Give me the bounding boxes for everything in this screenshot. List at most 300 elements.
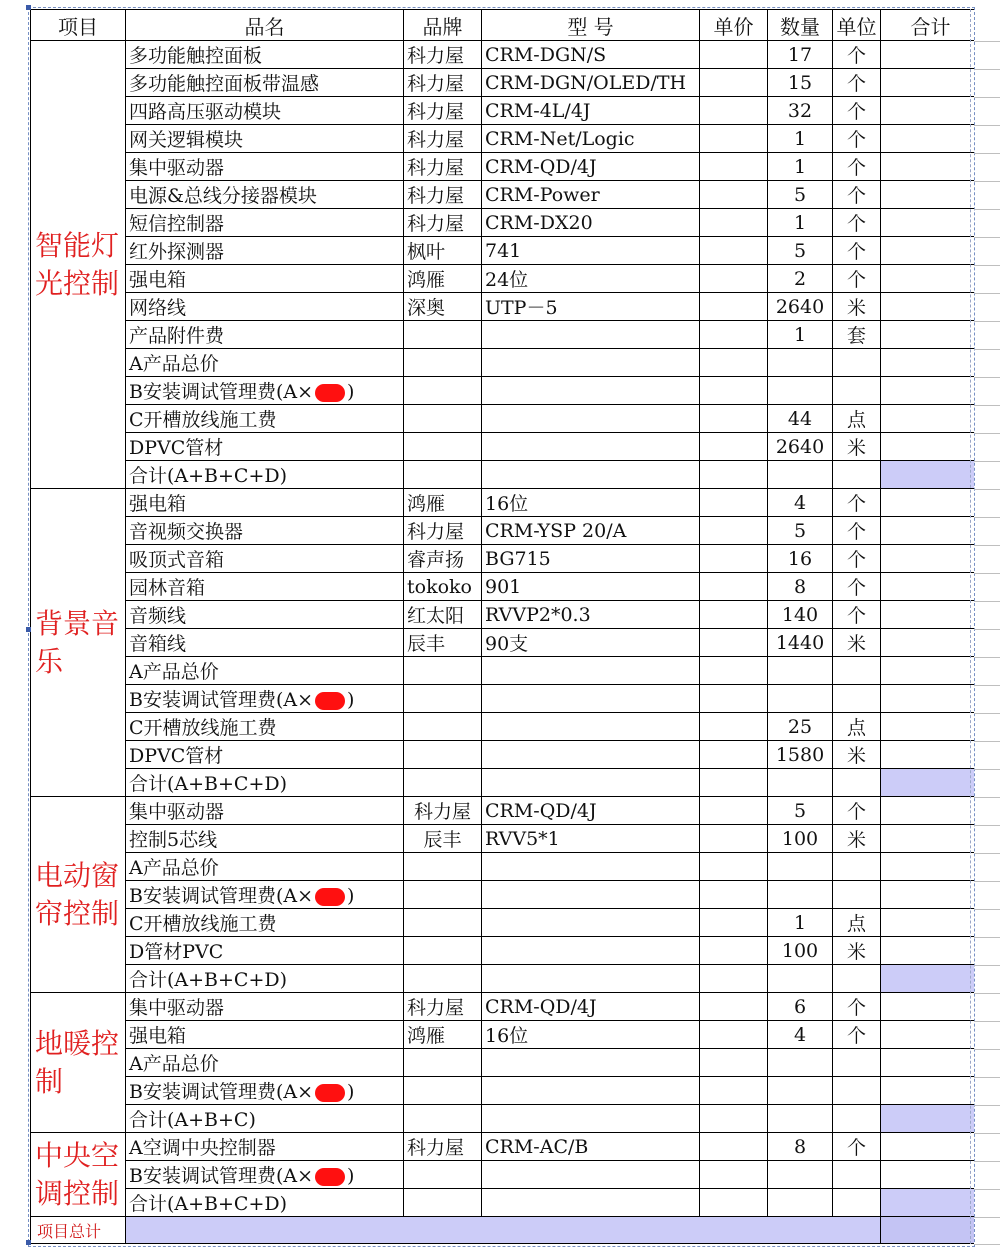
header-project[interactable]: 项目 xyxy=(31,10,126,41)
quantity-cell[interactable] xyxy=(768,461,833,489)
quantity-cell[interactable]: 5 xyxy=(768,237,833,265)
unit-price-cell[interactable] xyxy=(700,937,768,965)
model-cell[interactable] xyxy=(482,1049,700,1077)
model-cell[interactable] xyxy=(482,377,700,405)
item-name-cell[interactable] xyxy=(126,965,404,993)
item-name-cell[interactable] xyxy=(126,741,404,769)
unit-cell[interactable]: 米 xyxy=(833,629,881,657)
brand-cell[interactable] xyxy=(404,1161,482,1189)
unit-price-cell[interactable] xyxy=(700,741,768,769)
item-name-cell[interactable] xyxy=(126,517,404,545)
quantity-cell[interactable]: 17 xyxy=(768,41,833,69)
total-cell[interactable] xyxy=(881,881,981,909)
brand-cell[interactable] xyxy=(404,1189,482,1217)
unit-cell[interactable]: 个 xyxy=(833,181,881,209)
unit-cell[interactable]: 点 xyxy=(833,405,881,433)
total-cell[interactable] xyxy=(881,1161,981,1189)
unit-cell[interactable]: 个 xyxy=(833,489,881,517)
model-cell[interactable]: BG715 xyxy=(482,545,700,573)
brand-cell[interactable]: 科力屋 xyxy=(404,797,482,825)
unit-price-cell[interactable] xyxy=(700,1077,768,1105)
unit-cell[interactable]: 米 xyxy=(833,937,881,965)
total-cell[interactable] xyxy=(881,1049,981,1077)
unit-cell[interactable]: 个 xyxy=(833,125,881,153)
model-cell[interactable]: CRM-YSP 20/A xyxy=(482,517,700,545)
group-label[interactable]: 背景音乐 xyxy=(31,489,126,797)
item-name-cell[interactable] xyxy=(126,937,404,965)
quantity-cell[interactable]: 4 xyxy=(768,1021,833,1049)
total-cell[interactable] xyxy=(881,573,981,601)
item-name-cell[interactable] xyxy=(126,1133,404,1161)
model-cell[interactable] xyxy=(482,1189,700,1217)
quantity-cell[interactable]: 32 xyxy=(768,97,833,125)
model-cell[interactable] xyxy=(482,405,700,433)
total-cell[interactable] xyxy=(881,937,981,965)
group-label[interactable]: 地暖控制 xyxy=(31,993,126,1133)
unit-cell[interactable]: 个 xyxy=(833,545,881,573)
quantity-cell[interactable]: 1 xyxy=(768,209,833,237)
selection-handle[interactable] xyxy=(26,1240,31,1245)
model-cell[interactable] xyxy=(482,1105,700,1133)
brand-cell[interactable] xyxy=(404,965,482,993)
model-cell[interactable]: RVVP2*0.3 xyxy=(482,601,700,629)
quantity-cell[interactable] xyxy=(768,1161,833,1189)
quantity-cell[interactable]: 140 xyxy=(768,601,833,629)
total-cell[interactable] xyxy=(881,181,981,209)
model-cell[interactable] xyxy=(482,1161,700,1189)
total-cell[interactable] xyxy=(881,41,981,69)
model-cell[interactable] xyxy=(482,657,700,685)
grand-total-value[interactable] xyxy=(881,1217,981,1244)
unit-cell[interactable]: 个 xyxy=(833,993,881,1021)
unit-price-cell[interactable] xyxy=(700,629,768,657)
brand-cell[interactable]: 科力屋 xyxy=(404,517,482,545)
unit-cell[interactable] xyxy=(833,349,881,377)
model-cell[interactable]: CRM-DGN/S xyxy=(482,41,700,69)
quantity-cell[interactable] xyxy=(768,349,833,377)
brand-cell[interactable]: 科力屋 xyxy=(404,153,482,181)
unit-price-cell[interactable] xyxy=(700,125,768,153)
quantity-cell[interactable]: 15 xyxy=(768,69,833,97)
quantity-cell[interactable]: 2640 xyxy=(768,293,833,321)
brand-cell[interactable]: 科力屋 xyxy=(404,209,482,237)
model-cell[interactable]: CRM-DX20 xyxy=(482,209,700,237)
item-name-cell[interactable] xyxy=(126,237,404,265)
model-cell[interactable]: CRM-4L/4J xyxy=(482,97,700,125)
model-cell[interactable]: 16位 xyxy=(482,1021,700,1049)
unit-cell[interactable] xyxy=(833,657,881,685)
total-cell[interactable] xyxy=(881,797,981,825)
quantity-cell[interactable] xyxy=(768,881,833,909)
unit-price-cell[interactable] xyxy=(700,265,768,293)
selection-handle[interactable] xyxy=(26,627,31,632)
unit-price-cell[interactable] xyxy=(700,965,768,993)
model-cell[interactable] xyxy=(482,321,700,349)
unit-cell[interactable]: 点 xyxy=(833,713,881,741)
brand-cell[interactable]: 鸿雁 xyxy=(404,489,482,517)
total-cell[interactable] xyxy=(881,433,981,461)
total-cell[interactable] xyxy=(881,125,981,153)
item-name-cell[interactable] xyxy=(126,265,404,293)
group-label[interactable]: 智能灯光控制 xyxy=(31,41,126,489)
brand-cell[interactable] xyxy=(404,1077,482,1105)
quantity-cell[interactable]: 1440 xyxy=(768,629,833,657)
unit-cell[interactable]: 个 xyxy=(833,1021,881,1049)
unit-cell[interactable] xyxy=(833,461,881,489)
brand-cell[interactable] xyxy=(404,741,482,769)
unit-cell[interactable] xyxy=(833,1049,881,1077)
model-cell[interactable] xyxy=(482,741,700,769)
total-cell[interactable] xyxy=(881,97,981,125)
brand-cell[interactable]: 辰丰 xyxy=(404,825,482,853)
item-name-cell[interactable] xyxy=(126,825,404,853)
unit-price-cell[interactable] xyxy=(700,797,768,825)
brand-cell[interactable]: 科力屋 xyxy=(404,1133,482,1161)
item-name-cell[interactable] xyxy=(126,489,404,517)
unit-price-cell[interactable] xyxy=(700,377,768,405)
item-name-cell[interactable] xyxy=(126,405,404,433)
unit-cell[interactable] xyxy=(833,685,881,713)
total-cell[interactable] xyxy=(881,993,981,1021)
total-cell[interactable] xyxy=(881,153,981,181)
total-cell[interactable] xyxy=(881,517,981,545)
brand-cell[interactable]: 鸿雁 xyxy=(404,265,482,293)
brand-cell[interactable] xyxy=(404,461,482,489)
header-model[interactable]: 型 号 xyxy=(482,10,700,41)
item-name-cell[interactable] xyxy=(126,433,404,461)
unit-price-cell[interactable] xyxy=(700,1189,768,1217)
model-cell[interactable] xyxy=(482,461,700,489)
model-cell[interactable] xyxy=(482,853,700,881)
unit-price-cell[interactable] xyxy=(700,349,768,377)
unit-cell[interactable] xyxy=(833,1189,881,1217)
header-brand[interactable]: 品牌 xyxy=(404,10,482,41)
model-cell[interactable]: CRM-QD/4J xyxy=(482,993,700,1021)
item-name-cell[interactable] xyxy=(126,209,404,237)
total-cell[interactable] xyxy=(881,321,981,349)
item-name-cell[interactable] xyxy=(126,69,404,97)
unit-price-cell[interactable] xyxy=(700,853,768,881)
brand-cell[interactable]: 红太阳 xyxy=(404,601,482,629)
model-cell[interactable] xyxy=(482,769,700,797)
quantity-cell[interactable] xyxy=(768,853,833,881)
quantity-cell[interactable]: 5 xyxy=(768,181,833,209)
quantity-cell[interactable]: 1 xyxy=(768,125,833,153)
brand-cell[interactable] xyxy=(404,377,482,405)
brand-cell[interactable]: 枫叶 xyxy=(404,237,482,265)
model-cell[interactable]: 24位 xyxy=(482,265,700,293)
model-cell[interactable]: CRM-DGN/OLED/TH xyxy=(482,69,700,97)
model-cell[interactable] xyxy=(482,349,700,377)
total-cell[interactable] xyxy=(881,657,981,685)
model-cell[interactable]: CRM-Net/Logic xyxy=(482,125,700,153)
quantity-cell[interactable]: 1 xyxy=(768,153,833,181)
header-total[interactable]: 合计 xyxy=(881,10,981,41)
total-cell[interactable] xyxy=(881,741,981,769)
quantity-cell[interactable]: 25 xyxy=(768,713,833,741)
item-name-cell[interactable] xyxy=(126,1189,404,1217)
model-cell[interactable]: CRM-AC/B xyxy=(482,1133,700,1161)
quantity-cell[interactable]: 1 xyxy=(768,909,833,937)
item-name-cell[interactable] xyxy=(126,545,404,573)
item-name-cell[interactable] xyxy=(126,41,404,69)
brand-cell[interactable] xyxy=(404,657,482,685)
brand-cell[interactable]: 辰丰 xyxy=(404,629,482,657)
unit-cell[interactable]: 个 xyxy=(833,209,881,237)
total-cell[interactable] xyxy=(881,601,981,629)
total-cell[interactable] xyxy=(881,69,981,97)
unit-cell[interactable]: 个 xyxy=(833,69,881,97)
total-cell[interactable] xyxy=(881,825,981,853)
total-cell[interactable] xyxy=(881,461,981,489)
total-cell[interactable] xyxy=(881,965,981,993)
total-cell[interactable] xyxy=(881,629,981,657)
brand-cell[interactable] xyxy=(404,881,482,909)
model-cell[interactable] xyxy=(482,433,700,461)
model-cell[interactable] xyxy=(482,685,700,713)
unit-cell[interactable] xyxy=(833,965,881,993)
item-name-cell[interactable] xyxy=(126,881,404,909)
unit-cell[interactable]: 个 xyxy=(833,237,881,265)
unit-price-cell[interactable] xyxy=(700,685,768,713)
total-cell[interactable] xyxy=(881,1021,981,1049)
brand-cell[interactable]: 科力屋 xyxy=(404,97,482,125)
brand-cell[interactable] xyxy=(404,937,482,965)
quantity-cell[interactable] xyxy=(768,1105,833,1133)
total-cell[interactable] xyxy=(881,377,981,405)
unit-price-cell[interactable] xyxy=(700,1105,768,1133)
unit-price-cell[interactable] xyxy=(700,881,768,909)
item-name-cell[interactable] xyxy=(126,293,404,321)
unit-cell[interactable]: 米 xyxy=(833,741,881,769)
model-cell[interactable]: CRM-QD/4J xyxy=(482,153,700,181)
item-name-cell[interactable] xyxy=(126,769,404,797)
item-name-cell[interactable] xyxy=(126,601,404,629)
model-cell[interactable]: 90支 xyxy=(482,629,700,657)
item-name-cell[interactable] xyxy=(126,1161,404,1189)
model-cell[interactable]: UTP－5 xyxy=(482,293,700,321)
group-label[interactable]: 电动窗帘控制 xyxy=(31,797,126,993)
item-name-cell[interactable] xyxy=(126,573,404,601)
unit-cell[interactable]: 个 xyxy=(833,153,881,181)
unit-price-cell[interactable] xyxy=(700,433,768,461)
model-cell[interactable] xyxy=(482,937,700,965)
header-unit-price[interactable]: 单价 xyxy=(700,10,768,41)
brand-cell[interactable] xyxy=(404,685,482,713)
grand-total-fill[interactable] xyxy=(126,1217,881,1244)
total-cell[interactable] xyxy=(881,237,981,265)
unit-price-cell[interactable] xyxy=(700,181,768,209)
quantity-cell[interactable]: 8 xyxy=(768,573,833,601)
unit-price-cell[interactable] xyxy=(700,461,768,489)
unit-price-cell[interactable] xyxy=(700,545,768,573)
item-name-cell[interactable] xyxy=(126,685,404,713)
item-name-cell[interactable] xyxy=(126,713,404,741)
item-name-cell[interactable] xyxy=(126,797,404,825)
brand-cell[interactable] xyxy=(404,1049,482,1077)
total-cell[interactable] xyxy=(881,1077,981,1105)
unit-price-cell[interactable] xyxy=(700,321,768,349)
quantity-cell[interactable] xyxy=(768,1049,833,1077)
unit-price-cell[interactable] xyxy=(700,573,768,601)
item-name-cell[interactable] xyxy=(126,657,404,685)
item-name-cell[interactable] xyxy=(126,377,404,405)
grand-total-label[interactable]: 项目总计 xyxy=(31,1217,126,1244)
total-cell[interactable] xyxy=(881,293,981,321)
item-name-cell[interactable] xyxy=(126,629,404,657)
model-cell[interactable]: RVV5*1 xyxy=(482,825,700,853)
unit-price-cell[interactable] xyxy=(700,153,768,181)
quantity-cell[interactable] xyxy=(768,685,833,713)
unit-price-cell[interactable] xyxy=(700,489,768,517)
quantity-cell[interactable] xyxy=(768,657,833,685)
brand-cell[interactable]: 科力屋 xyxy=(404,125,482,153)
brand-cell[interactable]: 科力屋 xyxy=(404,993,482,1021)
item-name-cell[interactable] xyxy=(126,853,404,881)
brand-cell[interactable] xyxy=(404,909,482,937)
quantity-cell[interactable] xyxy=(768,965,833,993)
total-cell[interactable] xyxy=(881,545,981,573)
unit-cell[interactable]: 点 xyxy=(833,909,881,937)
header-unit[interactable]: 单位 xyxy=(833,10,881,41)
unit-price-cell[interactable] xyxy=(700,1161,768,1189)
item-name-cell[interactable] xyxy=(126,181,404,209)
unit-cell[interactable]: 米 xyxy=(833,825,881,853)
total-cell[interactable] xyxy=(881,489,981,517)
brand-cell[interactable]: 鸿雁 xyxy=(404,1021,482,1049)
unit-price-cell[interactable] xyxy=(700,69,768,97)
unit-cell[interactable] xyxy=(833,1077,881,1105)
total-cell[interactable] xyxy=(881,1189,981,1217)
total-cell[interactable] xyxy=(881,1105,981,1133)
unit-price-cell[interactable] xyxy=(700,41,768,69)
quantity-cell[interactable]: 8 xyxy=(768,1133,833,1161)
unit-cell[interactable] xyxy=(833,853,881,881)
brand-cell[interactable] xyxy=(404,769,482,797)
unit-price-cell[interactable] xyxy=(700,825,768,853)
unit-cell[interactable]: 个 xyxy=(833,517,881,545)
unit-price-cell[interactable] xyxy=(700,293,768,321)
unit-price-cell[interactable] xyxy=(700,601,768,629)
brand-cell[interactable]: 科力屋 xyxy=(404,181,482,209)
unit-price-cell[interactable] xyxy=(700,769,768,797)
header-quantity[interactable]: 数量 xyxy=(768,10,833,41)
item-name-cell[interactable] xyxy=(126,153,404,181)
unit-cell[interactable] xyxy=(833,881,881,909)
quantity-cell[interactable]: 44 xyxy=(768,405,833,433)
total-cell[interactable] xyxy=(881,769,981,797)
item-name-cell[interactable] xyxy=(126,993,404,1021)
brand-cell[interactable]: tokoko xyxy=(404,573,482,601)
quantity-cell[interactable]: 2 xyxy=(768,265,833,293)
unit-price-cell[interactable] xyxy=(700,657,768,685)
quantity-cell[interactable]: 6 xyxy=(768,993,833,1021)
brand-cell[interactable] xyxy=(404,349,482,377)
brand-cell[interactable]: 深奥 xyxy=(404,293,482,321)
unit-cell[interactable]: 个 xyxy=(833,265,881,293)
unit-price-cell[interactable] xyxy=(700,405,768,433)
unit-cell[interactable]: 个 xyxy=(833,41,881,69)
unit-price-cell[interactable] xyxy=(700,1133,768,1161)
unit-cell[interactable]: 个 xyxy=(833,1133,881,1161)
total-cell[interactable] xyxy=(881,349,981,377)
quantity-cell[interactable]: 5 xyxy=(768,517,833,545)
item-name-cell[interactable] xyxy=(126,909,404,937)
model-cell[interactable]: 741 xyxy=(482,237,700,265)
quantity-cell[interactable] xyxy=(768,1189,833,1217)
brand-cell[interactable] xyxy=(404,433,482,461)
total-cell[interactable] xyxy=(881,909,981,937)
unit-price-cell[interactable] xyxy=(700,713,768,741)
model-cell[interactable] xyxy=(482,881,700,909)
quantity-cell[interactable] xyxy=(768,377,833,405)
group-label[interactable]: 中央空调控制 xyxy=(31,1133,126,1217)
model-cell[interactable] xyxy=(482,909,700,937)
unit-price-cell[interactable] xyxy=(700,909,768,937)
item-name-cell[interactable] xyxy=(126,1021,404,1049)
unit-price-cell[interactable] xyxy=(700,97,768,125)
total-cell[interactable] xyxy=(881,209,981,237)
unit-cell[interactable]: 个 xyxy=(833,573,881,601)
brand-cell[interactable]: 睿声扬 xyxy=(404,545,482,573)
total-cell[interactable] xyxy=(881,853,981,881)
brand-cell[interactable]: 科力屋 xyxy=(404,69,482,97)
unit-cell[interactable]: 米 xyxy=(833,433,881,461)
quantity-cell[interactable]: 1 xyxy=(768,321,833,349)
model-cell[interactable] xyxy=(482,1077,700,1105)
unit-cell[interactable] xyxy=(833,377,881,405)
brand-cell[interactable] xyxy=(404,713,482,741)
total-cell[interactable] xyxy=(881,1133,981,1161)
unit-price-cell[interactable] xyxy=(700,1021,768,1049)
unit-cell[interactable]: 米 xyxy=(833,293,881,321)
quantity-cell[interactable]: 5 xyxy=(768,797,833,825)
item-name-cell[interactable] xyxy=(126,1049,404,1077)
total-cell[interactable] xyxy=(881,713,981,741)
unit-price-cell[interactable] xyxy=(700,1049,768,1077)
item-name-cell[interactable] xyxy=(126,321,404,349)
model-cell[interactable] xyxy=(482,965,700,993)
quantity-cell[interactable]: 100 xyxy=(768,937,833,965)
brand-cell[interactable] xyxy=(404,321,482,349)
quantity-cell[interactable]: 1580 xyxy=(768,741,833,769)
unit-price-cell[interactable] xyxy=(700,209,768,237)
quantity-cell[interactable]: 100 xyxy=(768,825,833,853)
item-name-cell[interactable] xyxy=(126,1077,404,1105)
brand-cell[interactable] xyxy=(404,1105,482,1133)
item-name-cell[interactable] xyxy=(126,461,404,489)
quantity-cell[interactable] xyxy=(768,1077,833,1105)
model-cell[interactable] xyxy=(482,713,700,741)
unit-price-cell[interactable] xyxy=(700,237,768,265)
unit-cell[interactable]: 个 xyxy=(833,97,881,125)
selection-handle[interactable] xyxy=(26,5,31,10)
unit-cell[interactable]: 套 xyxy=(833,321,881,349)
total-cell[interactable] xyxy=(881,405,981,433)
brand-cell[interactable] xyxy=(404,853,482,881)
header-name[interactable]: 品名 xyxy=(126,10,404,41)
quantity-cell[interactable]: 4 xyxy=(768,489,833,517)
unit-price-cell[interactable] xyxy=(700,993,768,1021)
quantity-cell[interactable]: 2640 xyxy=(768,433,833,461)
item-name-cell[interactable] xyxy=(126,97,404,125)
unit-cell[interactable] xyxy=(833,1105,881,1133)
model-cell[interactable]: CRM-QD/4J xyxy=(482,797,700,825)
brand-cell[interactable] xyxy=(404,405,482,433)
unit-price-cell[interactable] xyxy=(700,517,768,545)
quantity-cell[interactable] xyxy=(768,769,833,797)
unit-cell[interactable] xyxy=(833,769,881,797)
